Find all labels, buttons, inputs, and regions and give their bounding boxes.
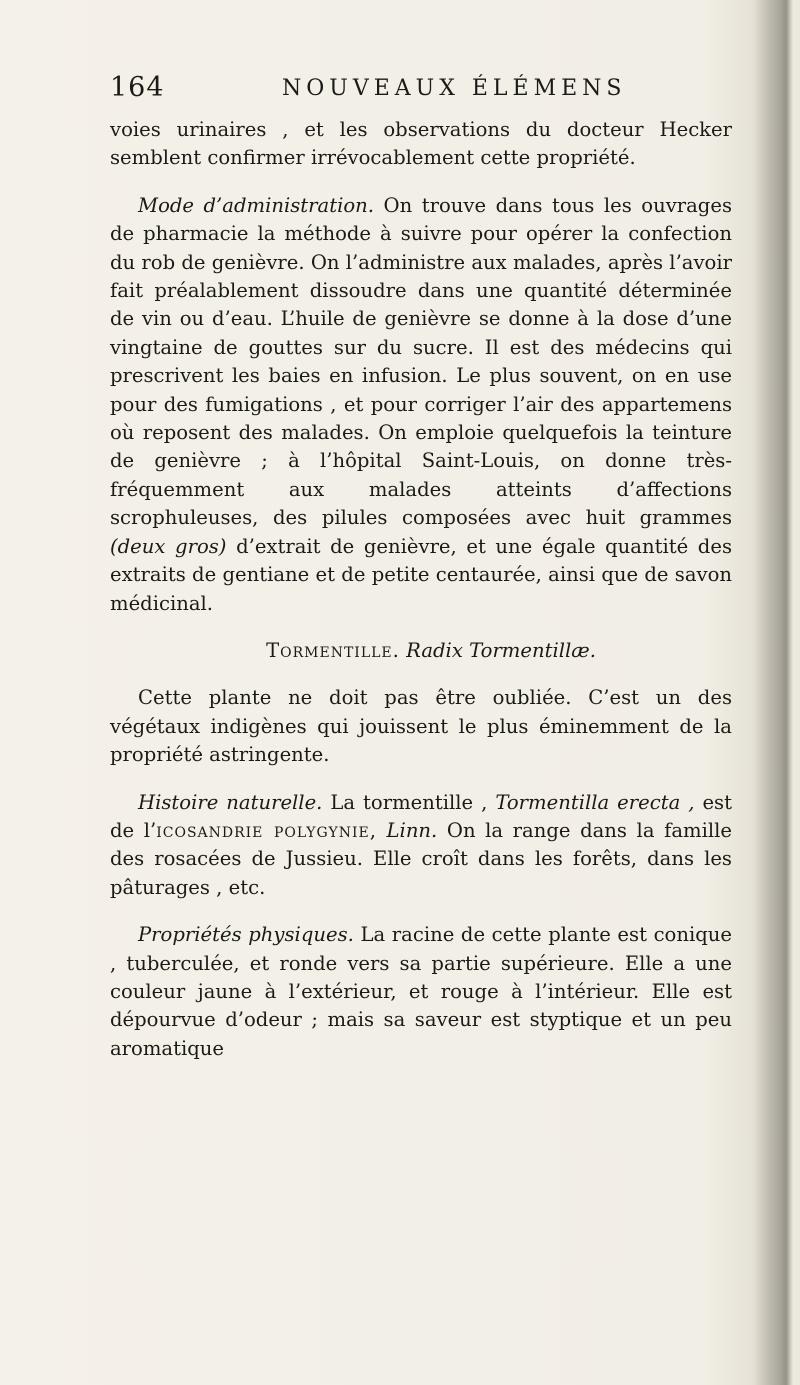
administration-tail: d’extrait de genièvre, et une égale quantité des extraits de gentiane et de petite centaurée, ainsi que de savon médicinal.	[110, 534, 733, 615]
histoire-linn: Linn.	[376, 818, 438, 842]
histoire-text-c: On la range dans la famille des rosacées de Jussieu. Elle croît dans les forêts, dans les pâturages , etc.	[110, 818, 732, 899]
administration-italic: (deux gros)	[110, 534, 227, 558]
paragraph-histoire	[110, 789, 732, 903]
paragraph-proprietes	[110, 921, 732, 1063]
body-text	[110, 116, 732, 1063]
paragraph-intro	[110, 684, 732, 769]
histoire-classification: icosandrie polygynie,	[156, 818, 377, 842]
section-lead-histoire: Histoire naturelle.	[138, 790, 323, 814]
section-lead-administration: Mode d’administration.	[138, 193, 375, 217]
administration-text: On trouve dans tous les ouvrages de pharmacie la méthode à suivre pour opérer la confection du rob de genièvre. On l’administre aux malades, après l’avoir fait préalablement dissoudre dans une quantité déterminée de vin ou d’eau. L’huile de genièvre se donne à la dose d’une vingtaine de gouttes sur du sucre. Il est des médecins qui prescrivent les baies en infusion. Le plus souvent, on en use pour des fumigations , et pour corriger l’air des appartemens où reposent des malades. On emploie quelquefois la teinture de genièvre ; à l’hôpital Saint-Louis, on donne très-fréquemment aux malades atteints d’affections scrophuleuses, des pilules composées avec huit grammes	[110, 193, 733, 530]
entry-heading-latin: Radix Tormentillæ.	[406, 638, 596, 662]
section-lead-proprietes: Propriétés physiques.	[138, 923, 354, 947]
histoire-text-a: La tormentille ,	[322, 790, 496, 814]
histoire-latin-name: Tormentilla erecta ,	[495, 790, 695, 814]
intro-text: Cette plante ne doit pas être oubliée. C’est un des végétaux indigènes qui jouissent le plus éminemment de la propriété astringente.	[110, 686, 732, 767]
page-number: 164	[110, 72, 165, 103]
entry-heading	[110, 637, 732, 665]
paragraph-1	[110, 116, 732, 173]
page-gutter-shadow	[754, 0, 800, 1385]
histoire-text-b: est de l’	[110, 790, 732, 842]
running-head: NOUVEAUX ÉLÉMENS	[282, 76, 627, 101]
page-header	[110, 72, 730, 112]
paragraph-administration	[110, 192, 732, 618]
entry-heading-name: Tormentille.	[266, 638, 400, 662]
paragraph-1-text: voies urinaires , et les observations du docteur Hecker semblent confirmer irrévocablement cette propriété.	[110, 118, 732, 170]
proprietes-text: La racine de cette plante est conique , tuberculée, et ronde vers sa partie supérieure. Elle a une couleur jaune à l’extérieur, et rouge à l’intérieur. Elle est dépourvue d’odeur ; mais sa saveur est styptique et un peu aromatique	[110, 923, 732, 1060]
